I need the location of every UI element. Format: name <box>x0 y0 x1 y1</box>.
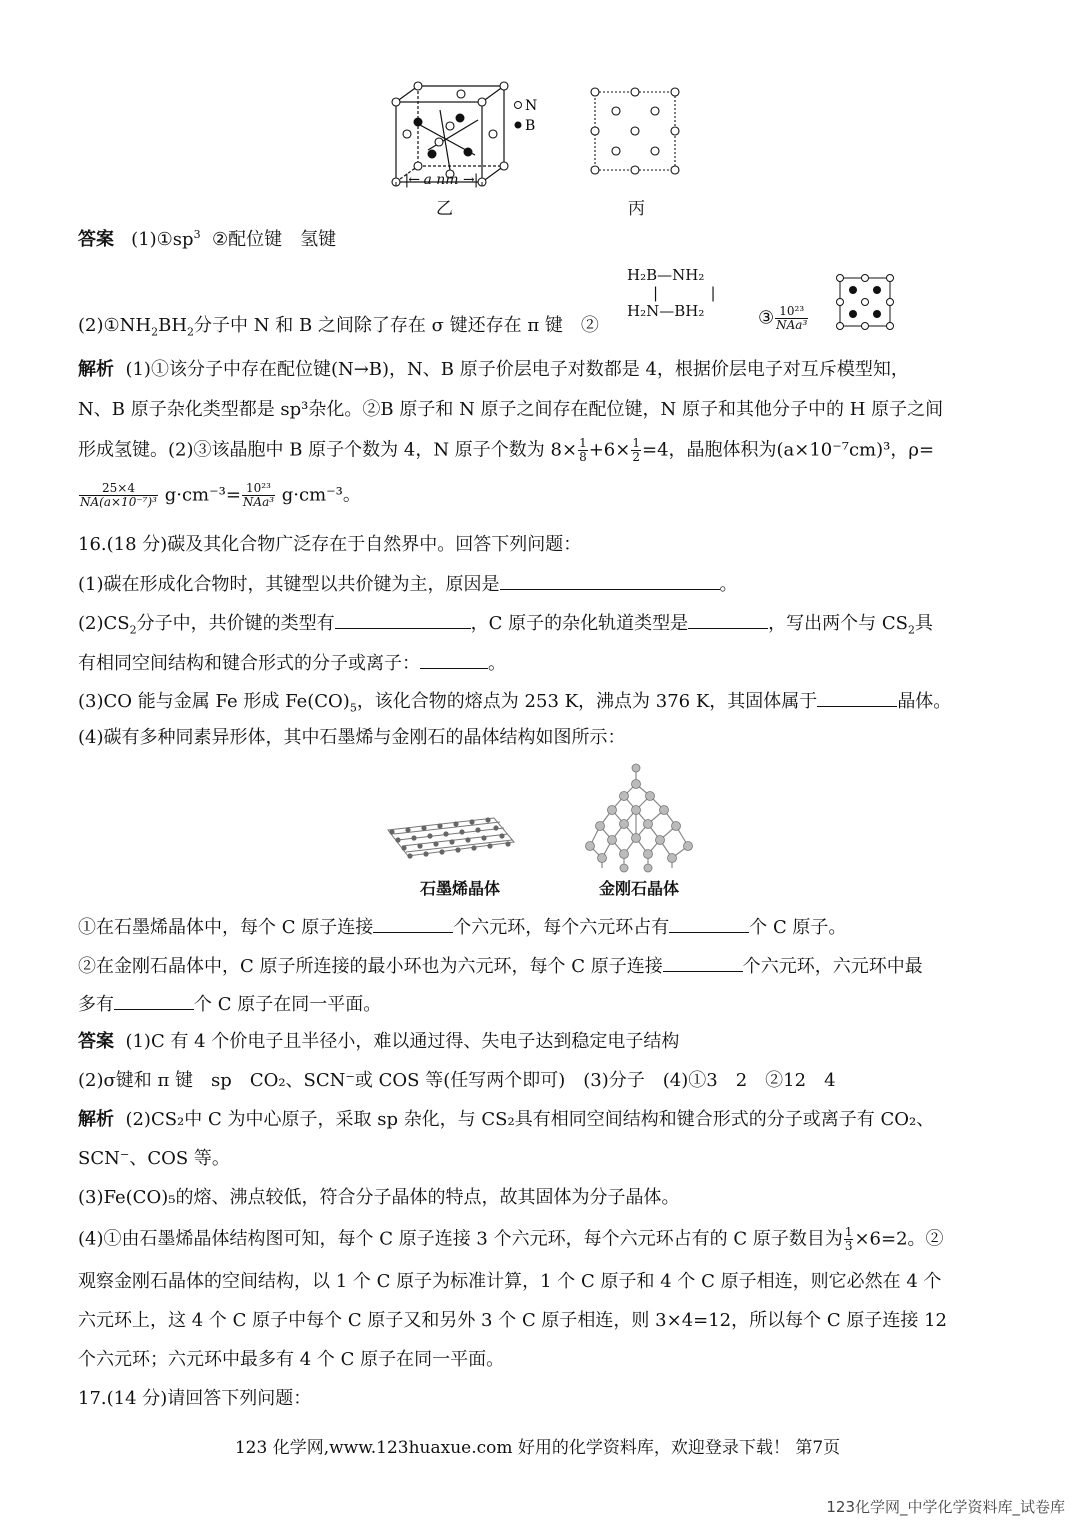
q16-part4: (4)碳有多种同素异形体，其中石墨烯与金刚石的晶体结构如图所示： <box>78 727 626 748</box>
answer-blank[interactable] <box>663 953 743 972</box>
explain16-line5: 观察金刚石晶体的空间结构，以 1 个 C 原子为标准计算，1 个 C 原子和 4 个 C 原子相连，则它必然在 4 个 <box>78 1271 942 1292</box>
cell-projection-answer <box>834 272 896 332</box>
explain15-line3: 形成氢键。(2)③该晶胞中 B 原子个数为 4，N 原子个数为 8× $\frac{1}{8}$ +6× $\frac{1}{2}$ =4，晶胞体积为(a×10⁻⁷cm)³，ρ= <box>78 436 935 464</box>
q16-sub2: ②在金刚石晶体中，C 原子所连接的最小环也为六元环，每个 C 原子连接 个六元环，六元环中最 <box>78 953 923 979</box>
answer15-density: ③ $\frac{\text{10²³}}{\text{NAa³}}$ <box>758 304 808 332</box>
answer-blank[interactable] <box>817 688 897 707</box>
caption-diamond: 金刚石晶体 <box>599 879 680 898</box>
watermark: 123化学网_中学化学资料库_试卷库 <box>826 1498 1065 1516</box>
explain16-line3: (3)Fe(CO)₅的熔、沸点较低，符合分子晶体的特点，故其固体为分子晶体。 <box>78 1187 680 1208</box>
answer-blank[interactable] <box>114 991 194 1010</box>
graphene-figure <box>384 808 518 870</box>
q16-part1: (1)碳在形成化合物时，其键型以共价键为主，原因是 。 <box>78 571 738 597</box>
q16-title: 16.(18 分)碳及其化合物广泛存在于自然界中。回答下列问题： <box>78 534 582 555</box>
q16-sub1: ①在石墨烯晶体中，每个 C 原子连接 个六元环，每个六元环占有 个 C 原子。 <box>78 914 846 940</box>
explain16-line7: 个六元环；六元环中最多有 4 个 C 原子在同一平面。 <box>78 1349 505 1370</box>
q17-title: 17.(14 分)请回答下列问题： <box>78 1388 312 1409</box>
q16-part2-line2: 有相同空间结构和键合形式的分子或离子： 。 <box>78 650 506 676</box>
answer-blank[interactable] <box>373 914 453 933</box>
diamond-figure <box>584 762 694 874</box>
caption-bing: 丙 <box>628 199 645 219</box>
answer-head: 答案 <box>78 229 114 250</box>
answer15-line2: $(2)①NH_2BH_2$分子中 N 和 B 之间除了存在 σ 键还存在 π 键 ② <box>78 315 599 339</box>
answer16-line1: 答案 (1)C 有 4 个价电子且半径小，难以通过得、失电子达到稳定电子结构 <box>78 1031 680 1052</box>
answer-blank[interactable] <box>500 571 720 590</box>
answer-blank[interactable] <box>420 650 488 669</box>
q16-part2: $(2)CS_2$分子中，共价键的类型有 ，C 原子的杂化轨道类型是 ，写出两个与 $CS_2$具 <box>78 610 933 636</box>
caption-graphene: 石墨烯晶体 <box>420 879 501 898</box>
bn-structure: H₂B—NH₂ | | H₂N—BH₂ <box>627 266 716 320</box>
legend-b: B <box>525 118 536 134</box>
explain16-line4: (4)①由石墨烯晶体结构图可知，每个 C 原子连接 3 个六元环，每个六元环占有的 C 原子数目为 $\frac{1}{3}$ ×6=2。② <box>78 1225 944 1253</box>
explain15-line2: N、B 原子杂化类型都是 sp³杂化。②B 原子和 N 原子之间存在配位键，N 原子和其他分子中的 H 原子之间 <box>78 399 944 420</box>
scale-label: |← a nm →| <box>404 172 478 188</box>
q16-sub2-line2: 多有 个 C 原子在同一平面。 <box>78 991 381 1017</box>
answer-blank[interactable] <box>688 610 768 629</box>
page-footer: 123 化学网,www.123huaxue.com 好用的化学资料库，欢迎登录下载！ 第7页 <box>234 1438 841 1458</box>
answer-blank[interactable] <box>335 610 471 629</box>
caption-yi: 乙 <box>436 199 453 219</box>
explain16-line2: SCN⁻、COS 等。 <box>78 1148 230 1169</box>
legend-n: N <box>525 98 538 114</box>
q16-part3: (3)CO 能与金属 Fe 形成 $Fe(CO)_5$，该化合物的熔点为 253 K，沸点为 376 K，其固体属于 晶体。 <box>78 688 951 714</box>
explain16-line1: 解析 (2)CS₂中 C 为中心原子，采取 sp 杂化，与 CS₂具有相同空间结构和键合形式的分子或离子有 CO₂、 <box>78 1109 935 1130</box>
explain15-line4: $\frac{25\times 4}{\text{NA(a×10⁻⁷)³}}$ g·cm⁻³= $\frac{\text{10²³}}{\text{NAa³}}$ g·cm⁻³。 <box>80 481 361 509</box>
answer16-line2: (2)σ键和 π 键 sp CO₂、SCN⁻或 COS 等(任写两个即可) (3)分子 (4)①3 2 ②12 4 <box>78 1070 836 1091</box>
answer15-line1: 答案 $(1)①sp^3$ ②配位键 氢键 <box>78 228 337 250</box>
answer-blank[interactable] <box>669 914 749 933</box>
explain16-line6: 六元环上，这 4 个 C 原子中每个 C 原子又和另外 3 个 C 原子相连，则 3×4=12，所以每个 C 原子连接 12 <box>78 1310 947 1331</box>
explain15-line1: 解析 (1)①该分子中存在配位键(N→B)，N、B 原子价层电子对数都是 4，根据价层电子对互斥模型知， <box>78 359 909 380</box>
crystal-cell-figure <box>380 80 700 220</box>
